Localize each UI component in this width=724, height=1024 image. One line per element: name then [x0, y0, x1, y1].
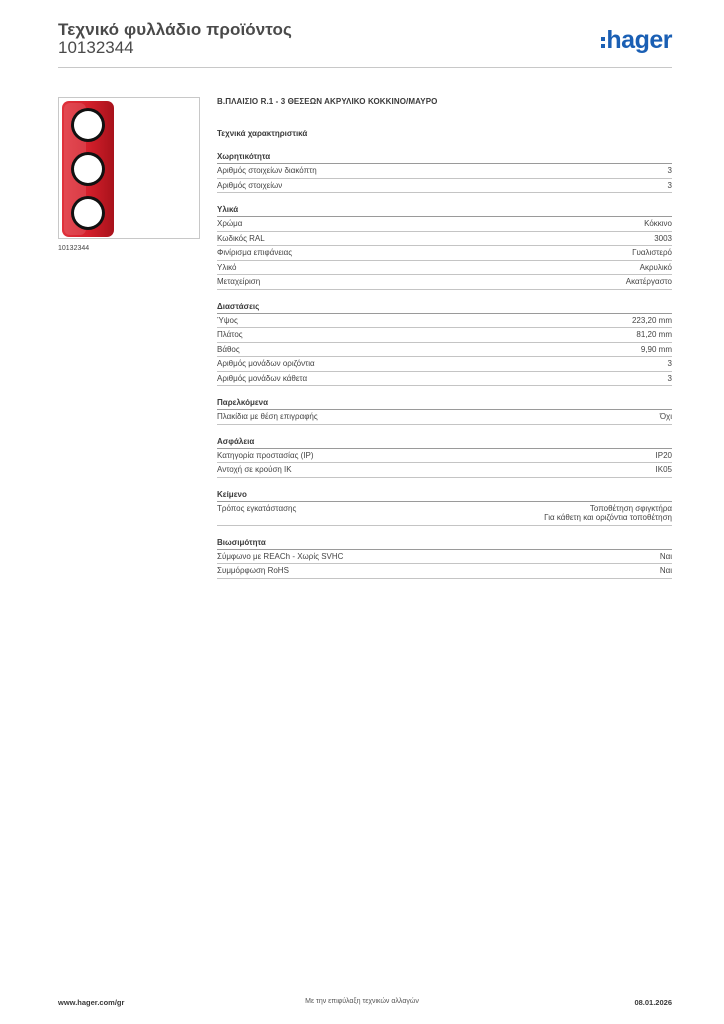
spec-value: Ναι	[659, 551, 672, 561]
spec-row	[217, 246, 672, 261]
spec-row	[217, 164, 672, 179]
spec-row	[217, 449, 672, 464]
spec-label: Υλικό	[217, 262, 237, 272]
group-title: Χωρητικότητα	[217, 152, 672, 164]
spec-value: Γυαλιστερό	[632, 248, 672, 257]
spec-row	[217, 179, 672, 194]
spec-row	[217, 463, 672, 478]
spec-row	[217, 261, 672, 276]
spec-label: Φινίρισμα επιφάνειας	[217, 248, 293, 257]
spec-row	[217, 314, 672, 329]
frame-illustration	[59, 98, 201, 240]
spec-value: 3	[667, 180, 672, 190]
spec-label: Αριθμός μονάδων κάθετα	[217, 373, 308, 383]
spec-value: Ακατέργαστο	[625, 277, 672, 286]
group-accessories	[217, 398, 672, 425]
footer-url[interactable]: www.hager.com/gr	[58, 998, 125, 1007]
group-title: Βιωσιμότητα	[217, 538, 672, 550]
group-title: Διαστάσεις	[217, 302, 672, 314]
spec-row	[217, 357, 672, 372]
spec-value	[544, 504, 672, 523]
spec-label: Αριθμός μονάδων οριζόντια	[217, 359, 315, 368]
frame-openings	[71, 108, 105, 230]
spec-label: Βάθος	[217, 344, 240, 354]
spec-label: Τρόπος εγκατάστασης	[217, 503, 297, 513]
image-caption: 10132344	[58, 245, 90, 252]
group-capacity	[217, 152, 672, 193]
spec-row	[217, 502, 672, 526]
spec-value-line: Για κάθετη και οριζόντια τοποθέτηση	[544, 513, 672, 522]
spec-value: IK05	[655, 465, 672, 474]
specifications	[217, 97, 672, 579]
group-title: Ασφάλεια	[217, 437, 672, 449]
spec-label: Αριθμός στοιχείων	[217, 180, 283, 190]
spec-label: Μεταχείριση	[217, 277, 261, 286]
spec-value: Όχι	[659, 412, 672, 421]
spec-row	[217, 275, 672, 290]
spec-value: 9,90 mm	[640, 344, 672, 354]
group-materials	[217, 205, 672, 290]
product-code: 10132344	[58, 38, 134, 57]
spec-label: Συμμόρφωση RoHS	[217, 566, 289, 575]
spec-value-line: Τοποθέτηση σφιγκτήρα	[589, 503, 672, 513]
spec-label: Κατηγορία προστασίας (IP)	[217, 450, 314, 460]
spec-label: Κωδικός RAL	[217, 233, 265, 243]
product-image	[58, 97, 200, 239]
group-title: Υλικά	[217, 205, 672, 217]
product-name: Β.ΠΛΑΙΣΙΟ R.1 - 3 ΘΕΣΕΩΝ ΑΚΡΥΛΙΚΟ ΚΟΚΚΙΝΟ/ΜΑΥΡΟ	[217, 97, 438, 106]
spec-label: Πλάτος	[217, 330, 243, 339]
spec-row	[217, 372, 672, 387]
hager-logo	[601, 28, 672, 53]
group-title: Κείμενο	[217, 490, 672, 502]
logo-text: hager	[606, 26, 672, 54]
spec-value: 81,20 mm	[636, 330, 672, 339]
spec-label: Χρώμα	[217, 219, 243, 228]
footer-date: 08.01.2026	[634, 998, 672, 1007]
spec-row	[217, 328, 672, 343]
spec-label: Σύμφωνο με REACh - Χωρίς SVHC	[217, 551, 344, 561]
spec-value: Κόκκινο	[644, 219, 672, 228]
group-title: Παρελκόμενα	[217, 398, 672, 410]
logo-dots-icon	[601, 37, 605, 48]
spec-value: 223,20 mm	[631, 315, 672, 325]
spec-value: Ακρυλικό	[639, 262, 672, 272]
footer-note: Με την επιφύλαξη τεχνικών αλλαγών	[305, 998, 419, 1005]
spec-row	[217, 217, 672, 232]
spec-value: 3	[667, 166, 672, 175]
spec-row	[217, 232, 672, 247]
section-heading: Τεχνικά χαρακτηριστικά	[217, 129, 308, 138]
spec-label: Πλακίδια με θέση επιγραφής	[217, 412, 318, 421]
spec-value: Ναι	[659, 566, 672, 575]
spec-value: 3003	[654, 233, 672, 243]
spec-label: Αριθμός στοιχείων διακόπτη	[217, 166, 317, 175]
spec-label: Αντοχή σε κρούση IK	[217, 465, 292, 474]
group-text	[217, 490, 672, 526]
spec-row	[217, 550, 672, 565]
spec-row	[217, 410, 672, 425]
document-title: Τεχνικό φυλλάδιο προϊόντος	[58, 20, 292, 39]
group-safety	[217, 437, 672, 478]
spec-row	[217, 564, 672, 579]
spec-value: 3	[667, 373, 672, 383]
spec-row	[217, 343, 672, 358]
header-divider	[58, 67, 672, 68]
spec-value: 3	[667, 359, 672, 368]
spec-value: IP20	[655, 450, 672, 460]
spec-label: Ύψος	[217, 315, 238, 325]
group-sustainability	[217, 538, 672, 579]
group-dimensions	[217, 302, 672, 387]
